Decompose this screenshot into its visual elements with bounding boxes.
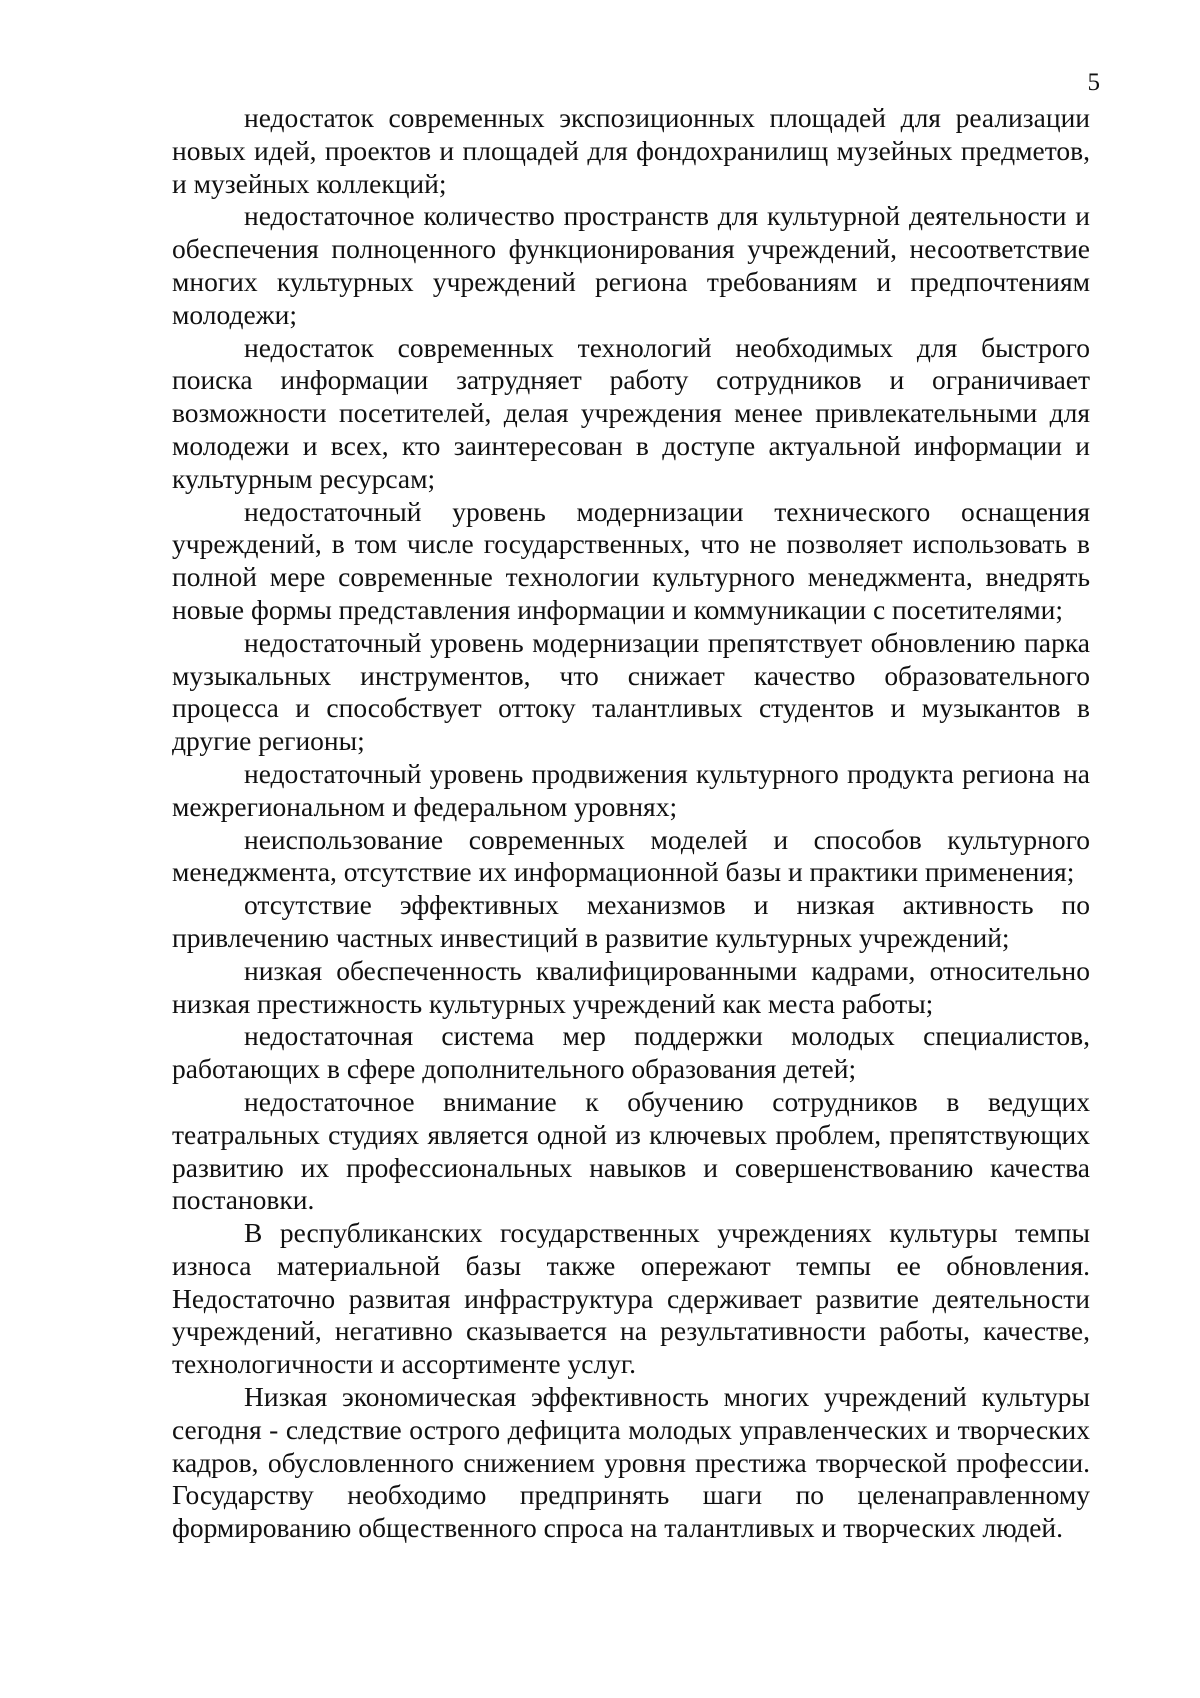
document-body [172,102,1090,1545]
paragraph: недостаточное внимание к обучению сотрудников в ведущих театральных студиях является одной из ключевых проблем, препятствующих развитию их профессиональных навыков и совершенствованию качества постановки. [172,1085,1090,1216]
paragraph: недостаточный уровень модернизации препятствует обновлению парка музыкальных инструментов, что снижает качество образовательного процесса и способствует оттоку талантливых студентов и музыкантов в другие регионы; [172,626,1090,757]
paragraph: недостаточный уровень модернизации технического оснащения учреждений, в том числе государственных, что не позволяет использовать в полной мере современные технологии культурного менеджмента, внедрять новые формы представления информации и коммуникации с посетителями; [172,495,1090,625]
page-number: 5 [1087,69,1100,96]
paragraph: недостаточное количество пространств для культурной деятельности и обеспечения полноценного функционирования учреждений, несоответствие многих культурных учреждений региона требованиям и предпочтениям молодежи; [172,200,1090,330]
paragraph: недостаточная система мер поддержки молодых специалистов, работающих в сфере дополнительного образования детей; [172,1020,1090,1085]
paragraph: низкая обеспеченность квалифицированными кадрами, относительно низкая престижность культурных учреждений как места работы; [172,954,1090,1019]
paragraph: недостаток современных экспозиционных площадей для реализации новых идей, проектов и площадей для фондохранилищ музейных предметов, и музейных коллекций; [172,102,1090,199]
paragraph: недостаток современных технологий необходимых для быстрого поиска информации затрудняет работу сотрудников и ограничивает возможности посетителей, делая учреждения менее привлекательными для молодежи и всех, кто заинтересован в доступе актуальной информации и культурным ресурсам; [172,331,1090,494]
paragraph: отсутствие эффективных механизмов и низкая активность по привлечению частных инвестиций в развитие культурных учреждений; [172,889,1090,953]
paragraph: недостаточный уровень продвижения культурного продукта региона на межрегиональном и федеральном уровнях; [172,757,1090,822]
paragraph: Низкая экономическая эффективность многих учреждений культуры сегодня - следствие острого дефицита молодых управленческих и творческих кадров, обусловленного снижением уровня престижа творческой профессии. Государству необходимо предпринять шаги по целенаправленному формированию общественного спроса на талантливых и творческих людей. [172,1381,1090,1544]
paragraph: В республиканских государственных учреждениях культуры темпы износа материальной базы также опережают темпы ее обновления. Недостаточно развитая инфраструктура сдерживает развитие деятельности учреждений, негативно сказывается на результативности работы, качестве, технологичности и ассортименте услуг. [172,1217,1090,1380]
paragraph: неиспользование современных моделей и способов культурного менеджмента, отсутствие их информационной базы и практики применения; [172,823,1090,888]
